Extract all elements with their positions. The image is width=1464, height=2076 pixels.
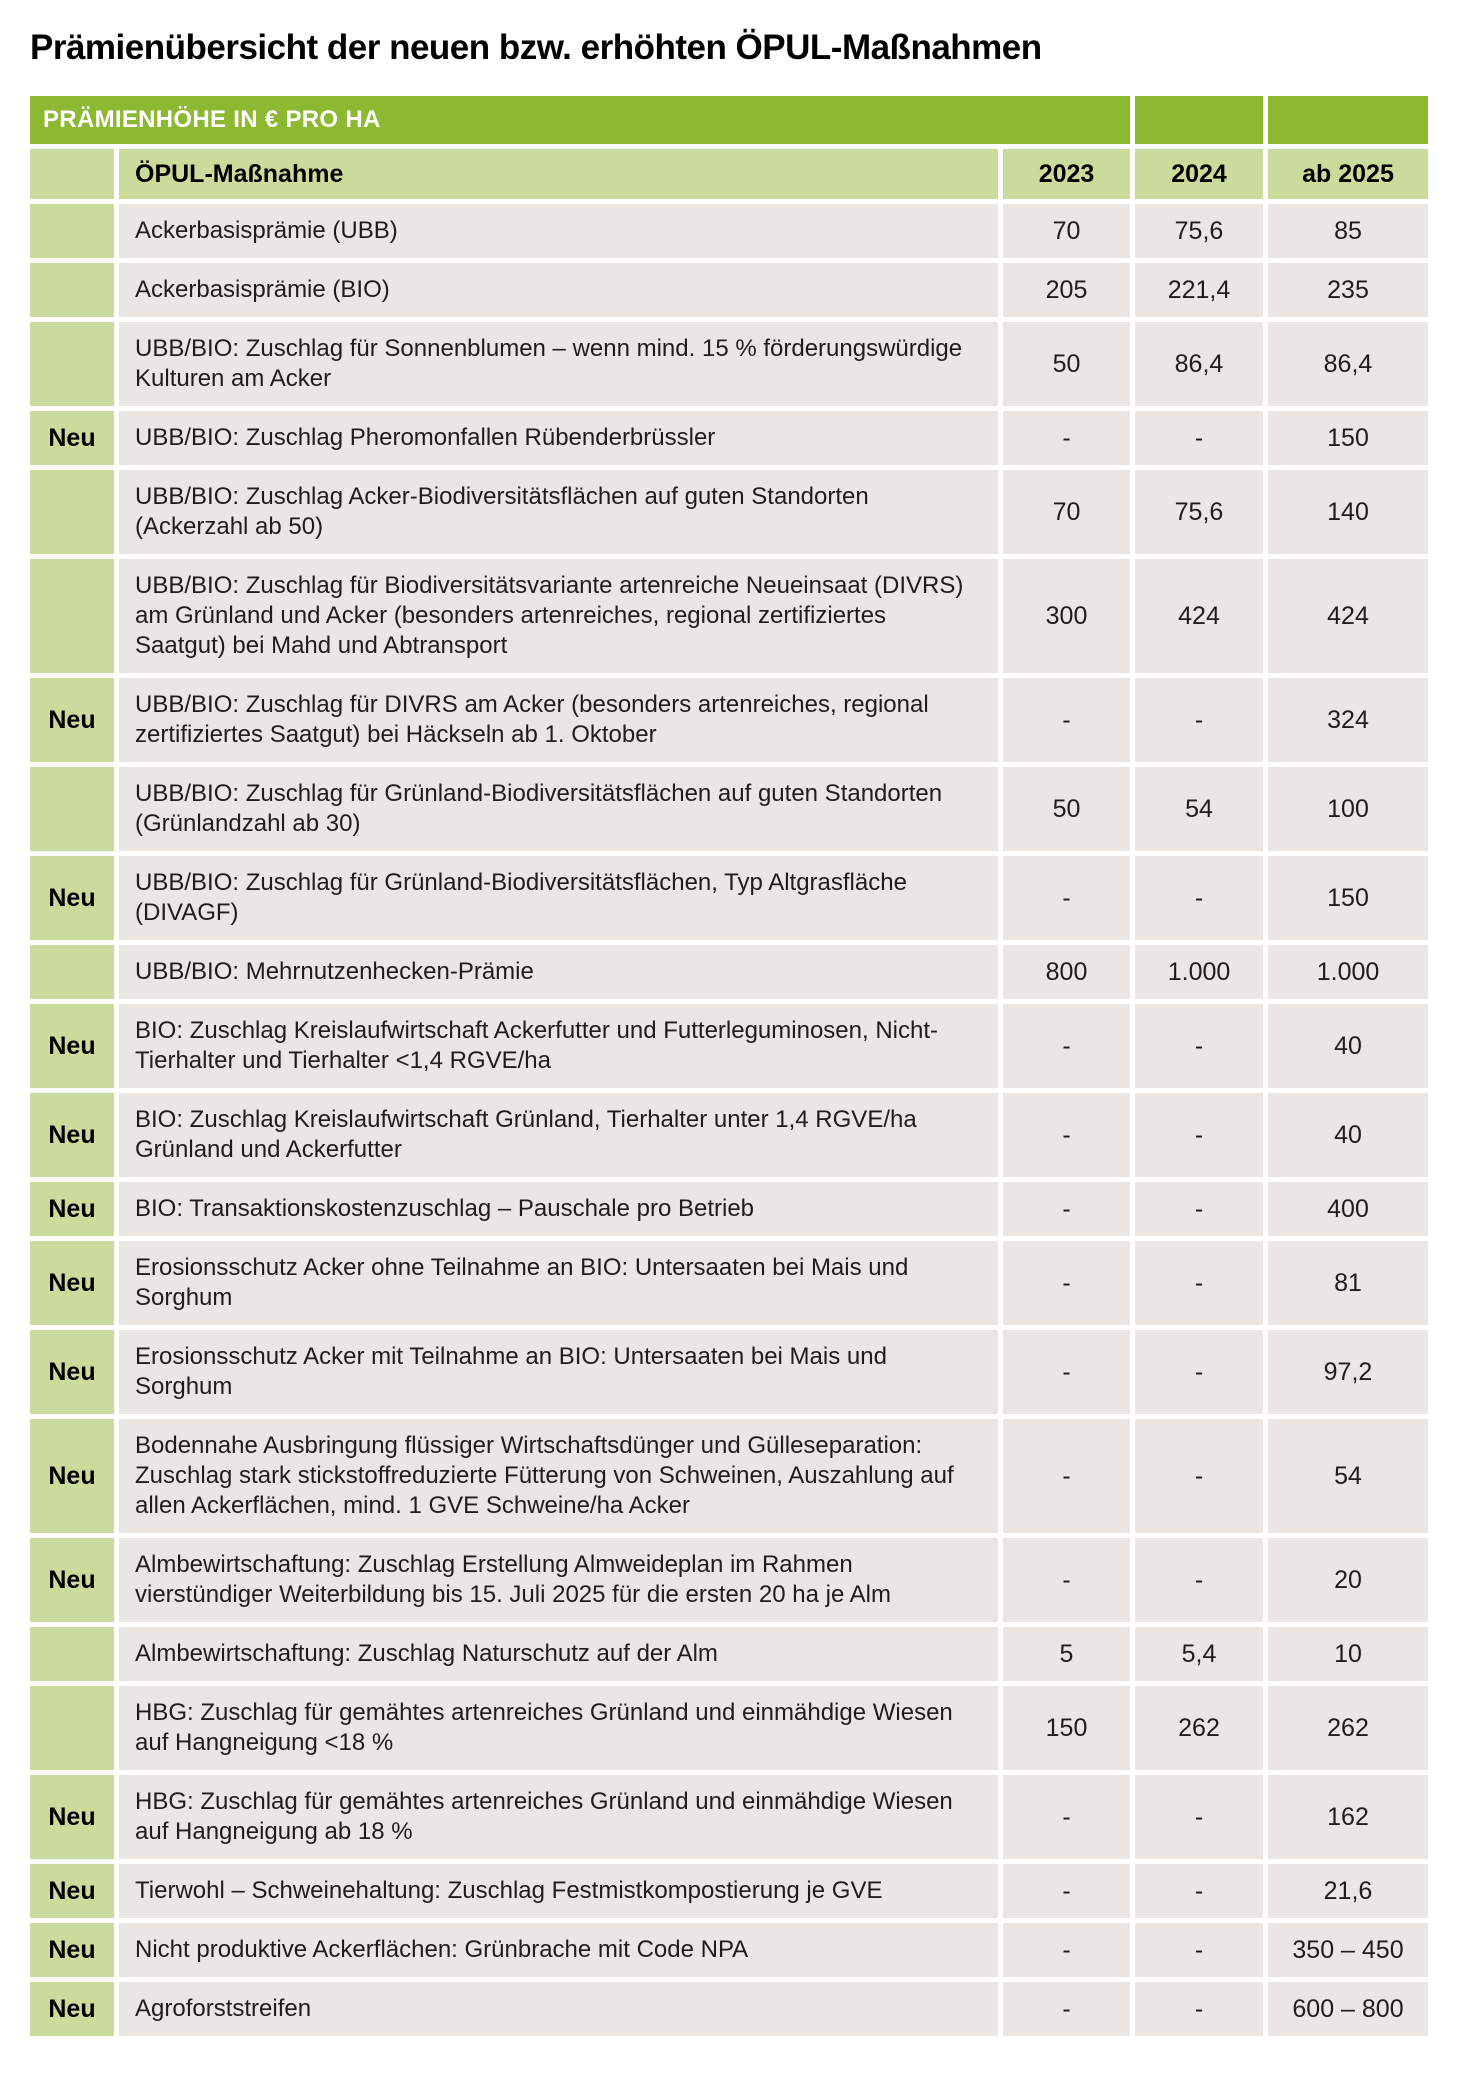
header-measure: ÖPUL-Maßnahme bbox=[119, 149, 998, 199]
row-value-2024: - bbox=[1135, 1775, 1263, 1859]
row-value-2023: - bbox=[1003, 1419, 1130, 1533]
row-value-2023: - bbox=[1003, 1182, 1130, 1236]
row-value-2023: - bbox=[1003, 1864, 1130, 1918]
row-value-2023: 300 bbox=[1003, 559, 1130, 673]
row-neu-badge: Neu bbox=[30, 1982, 114, 2036]
row-neu-badge: Neu bbox=[30, 1330, 114, 1414]
row-value-2023: - bbox=[1003, 411, 1130, 465]
row-value-2023: 70 bbox=[1003, 470, 1130, 554]
row-value-ab-2025: 40 bbox=[1268, 1004, 1428, 1088]
header-year-2024: 2024 bbox=[1135, 149, 1263, 199]
row-value-2024: 75,6 bbox=[1135, 470, 1263, 554]
table-banner-label: PRÄMIENHÖHE IN € PRO HA bbox=[43, 106, 381, 134]
row-value-ab-2025: 54 bbox=[1268, 1419, 1428, 1533]
row-value-ab-2025: 324 bbox=[1268, 678, 1428, 762]
row-measure-label: Ackerbasisprämie (UBB) bbox=[119, 204, 998, 258]
row-measure-label: Ackerbasisprämie (BIO) bbox=[119, 263, 998, 317]
row-value-ab-2025: 20 bbox=[1268, 1538, 1428, 1622]
row-neu-badge: Neu bbox=[30, 1538, 114, 1622]
premium-table bbox=[30, 96, 1428, 2036]
row-value-2023: 205 bbox=[1003, 263, 1130, 317]
table-banner bbox=[30, 96, 1130, 144]
row-value-ab-2025: 21,6 bbox=[1268, 1864, 1428, 1918]
row-value-2024: - bbox=[1135, 1330, 1263, 1414]
row-value-2023: - bbox=[1003, 1241, 1130, 1325]
row-value-ab-2025: 262 bbox=[1268, 1686, 1428, 1770]
page-title: Prämienübersicht der neuen bzw. erhöhten ÖPUL-Maßnahmen bbox=[30, 28, 1042, 67]
row-neu-badge: Neu bbox=[30, 411, 114, 465]
row-value-2023: - bbox=[1003, 1982, 1130, 2036]
row-value-ab-2025: 1.000 bbox=[1268, 945, 1428, 999]
header-neu-cell bbox=[30, 149, 114, 199]
row-value-2024: 54 bbox=[1135, 767, 1263, 851]
row-value-ab-2025: 235 bbox=[1268, 263, 1428, 317]
row-value-2024: - bbox=[1135, 1982, 1263, 2036]
row-measure-label: UBB/BIO: Zuschlag für Sonnenblumen – wenn mind. 15 % förderungswürdige Kulturen am Acker bbox=[119, 322, 998, 406]
row-value-2023: - bbox=[1003, 1004, 1130, 1088]
row-value-ab-2025: 400 bbox=[1268, 1182, 1428, 1236]
row-value-2024: - bbox=[1135, 1538, 1263, 1622]
row-neu-badge bbox=[30, 470, 114, 554]
row-value-2024: 221,4 bbox=[1135, 263, 1263, 317]
row-measure-label: UBB/BIO: Zuschlag für Grünland-Biodiversitätsflächen, Typ Altgrasfläche (DIVAGF) bbox=[119, 856, 998, 940]
row-value-ab-2025: 424 bbox=[1268, 559, 1428, 673]
row-value-2023: 70 bbox=[1003, 204, 1130, 258]
row-measure-label: UBB/BIO: Zuschlag Pheromonfallen Rübenderbrüssler bbox=[119, 411, 998, 465]
row-value-2024: - bbox=[1135, 1923, 1263, 1977]
header-year-ab-2025: ab 2025 bbox=[1268, 149, 1428, 199]
row-value-ab-2025: 86,4 bbox=[1268, 322, 1428, 406]
row-value-ab-2025: 100 bbox=[1268, 767, 1428, 851]
row-value-2024: - bbox=[1135, 1182, 1263, 1236]
row-measure-label: Erosionsschutz Acker mit Teilnahme an BIO: Untersaaten bei Mais und Sorghum bbox=[119, 1330, 998, 1414]
row-value-ab-2025: 40 bbox=[1268, 1093, 1428, 1177]
row-neu-badge: Neu bbox=[30, 1241, 114, 1325]
row-neu-badge: Neu bbox=[30, 1093, 114, 1177]
row-value-ab-2025: 150 bbox=[1268, 411, 1428, 465]
row-measure-label: HBG: Zuschlag für gemähtes artenreiches Grünland und einmähdige Wiesen auf Hangneigung <18 % bbox=[119, 1686, 998, 1770]
row-measure-label: BIO: Zuschlag Kreislaufwirtschaft Ackerfutter und Futterleguminosen, Nicht-Tierhalter und Tierhalter <1,4 RGVE/ha bbox=[119, 1004, 998, 1088]
banner-segment-2025 bbox=[1268, 96, 1428, 144]
row-value-2024: 86,4 bbox=[1135, 322, 1263, 406]
row-measure-label: BIO: Transaktionskostenzuschlag – Pauschale pro Betrieb bbox=[119, 1182, 998, 1236]
row-neu-badge: Neu bbox=[30, 678, 114, 762]
row-measure-label: HBG: Zuschlag für gemähtes artenreiches Grünland und einmähdige Wiesen auf Hangneigung ab 18 % bbox=[119, 1775, 998, 1859]
row-value-ab-2025: 140 bbox=[1268, 470, 1428, 554]
row-value-ab-2025: 97,2 bbox=[1268, 1330, 1428, 1414]
row-value-2023: - bbox=[1003, 1775, 1130, 1859]
row-value-ab-2025: 350 – 450 bbox=[1268, 1923, 1428, 1977]
row-neu-badge bbox=[30, 767, 114, 851]
row-value-ab-2025: 162 bbox=[1268, 1775, 1428, 1859]
row-value-2024: - bbox=[1135, 1419, 1263, 1533]
row-measure-label: Bodennahe Ausbringung flüssiger Wirtschaftsdünger und Gülleseparation: Zuschlag stark stickstoffreduzierte Fütterung von Schweinen, Auszahlung auf allen Ackerflächen, mind. 1 GVE Schweine/ha Acker bbox=[119, 1419, 998, 1533]
row-measure-label: UBB/BIO: Zuschlag Acker-Biodiversitätsflächen auf guten Standorten (Ackerzahl ab 50) bbox=[119, 470, 998, 554]
row-value-2023: - bbox=[1003, 1923, 1130, 1977]
row-value-ab-2025: 600 – 800 bbox=[1268, 1982, 1428, 2036]
row-neu-badge: Neu bbox=[30, 1775, 114, 1859]
row-measure-label: UBB/BIO: Mehrnutzenhecken-Prämie bbox=[119, 945, 998, 999]
row-value-ab-2025: 81 bbox=[1268, 1241, 1428, 1325]
row-neu-badge: Neu bbox=[30, 1004, 114, 1088]
row-value-2024: - bbox=[1135, 678, 1263, 762]
row-value-2023: 150 bbox=[1003, 1686, 1130, 1770]
row-neu-badge: Neu bbox=[30, 856, 114, 940]
row-value-2024: - bbox=[1135, 1093, 1263, 1177]
row-neu-badge: Neu bbox=[30, 1419, 114, 1533]
row-neu-badge: Neu bbox=[30, 1182, 114, 1236]
row-value-2024: 5,4 bbox=[1135, 1627, 1263, 1681]
row-neu-badge: Neu bbox=[30, 1923, 114, 1977]
row-neu-badge bbox=[30, 263, 114, 317]
row-measure-label: Tierwohl – Schweinehaltung: Zuschlag Festmistkompostierung je GVE bbox=[119, 1864, 998, 1918]
row-value-2023: - bbox=[1003, 1538, 1130, 1622]
row-neu-badge bbox=[30, 204, 114, 258]
header-year-2023: 2023 bbox=[1003, 149, 1130, 199]
row-neu-badge: Neu bbox=[30, 1864, 114, 1918]
row-value-2023: 800 bbox=[1003, 945, 1130, 999]
row-measure-label: Almbewirtschaftung: Zuschlag Erstellung Almweideplan im Rahmen vierstündiger Weiterbildung bis 15. Juli 2025 für die ersten 20 ha je Alm bbox=[119, 1538, 998, 1622]
row-measure-label: UBB/BIO: Zuschlag für Biodiversitätsvariante artenreiche Neueinsaat (DIVRS) am Grünland und Acker (besonders artenreiches, regional zertifiziertes Saatgut) bei Mahd und Abtransport bbox=[119, 559, 998, 673]
row-value-2023: 50 bbox=[1003, 322, 1130, 406]
row-measure-label: UBB/BIO: Zuschlag für Grünland-Biodiversitätsflächen auf guten Standorten (Grünlandzahl ab 30) bbox=[119, 767, 998, 851]
row-value-2024: - bbox=[1135, 1004, 1263, 1088]
row-value-2024: 1.000 bbox=[1135, 945, 1263, 999]
row-value-2023: - bbox=[1003, 1093, 1130, 1177]
row-neu-badge bbox=[30, 322, 114, 406]
row-value-2024: 424 bbox=[1135, 559, 1263, 673]
row-measure-label: BIO: Zuschlag Kreislaufwirtschaft Grünland, Tierhalter unter 1,4 RGVE/ha Grünland und Ackerfutter bbox=[119, 1093, 998, 1177]
row-value-ab-2025: 85 bbox=[1268, 204, 1428, 258]
row-measure-label: UBB/BIO: Zuschlag für DIVRS am Acker (besonders artenreiches, regional zertifiziertes Saatgut) bei Häckseln ab 1. Oktober bbox=[119, 678, 998, 762]
row-measure-label: Agroforststreifen bbox=[119, 1982, 998, 2036]
row-value-2024: - bbox=[1135, 1241, 1263, 1325]
row-measure-label: Almbewirtschaftung: Zuschlag Naturschutz auf der Alm bbox=[119, 1627, 998, 1681]
row-value-2024: - bbox=[1135, 856, 1263, 940]
row-value-ab-2025: 150 bbox=[1268, 856, 1428, 940]
row-value-2023: 50 bbox=[1003, 767, 1130, 851]
row-value-2024: 75,6 bbox=[1135, 204, 1263, 258]
row-neu-badge bbox=[30, 559, 114, 673]
row-measure-label: Nicht produktive Ackerflächen: Grünbrache mit Code NPA bbox=[119, 1923, 998, 1977]
row-value-ab-2025: 10 bbox=[1268, 1627, 1428, 1681]
row-value-2024: 262 bbox=[1135, 1686, 1263, 1770]
row-neu-badge bbox=[30, 1627, 114, 1681]
row-value-2023: 5 bbox=[1003, 1627, 1130, 1681]
row-value-2023: - bbox=[1003, 678, 1130, 762]
banner-segment-2024 bbox=[1135, 96, 1263, 144]
row-value-2024: - bbox=[1135, 411, 1263, 465]
row-neu-badge bbox=[30, 945, 114, 999]
row-value-2024: - bbox=[1135, 1864, 1263, 1918]
row-value-2023: - bbox=[1003, 1330, 1130, 1414]
row-value-2023: - bbox=[1003, 856, 1130, 940]
row-neu-badge bbox=[30, 1686, 114, 1770]
row-measure-label: Erosionsschutz Acker ohne Teilnahme an BIO: Untersaaten bei Mais und Sorghum bbox=[119, 1241, 998, 1325]
